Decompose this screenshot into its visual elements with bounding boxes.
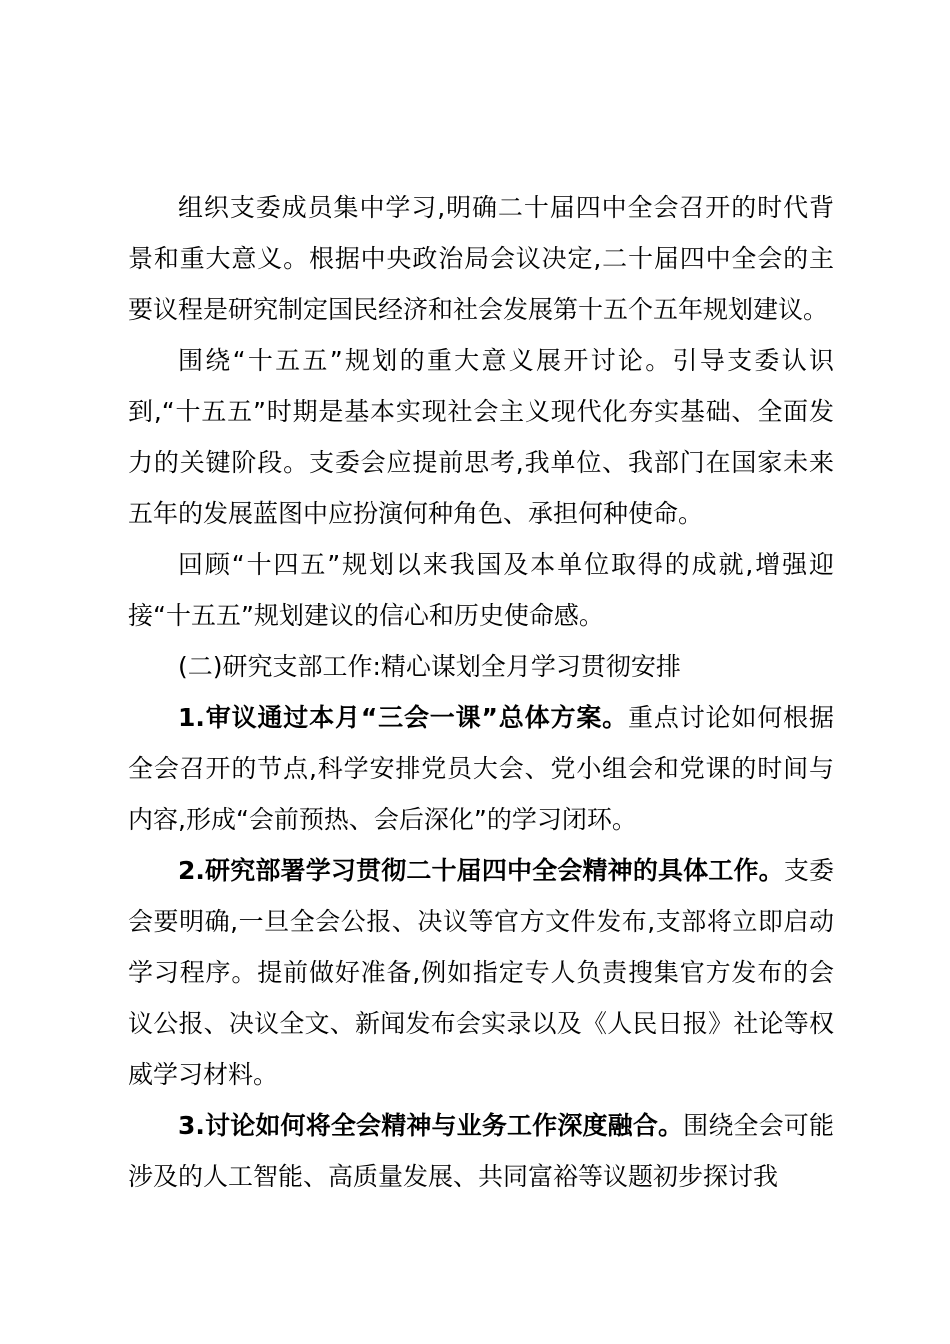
paragraph-item-2	[128, 845, 834, 1100]
item-3-text: 围绕全会可能涉及的人工智能、高质量发展、共同富裕等议题初步探讨我	[128, 1111, 834, 1191]
item-2-title: 2.研究部署学习贯彻二十届四中全会精神的具体工作。	[178, 856, 784, 885]
item-1-title: 1.审议通过本月“三会一课”总体方案。	[178, 703, 629, 732]
paragraph-text: 组织支委成员集中学习,明确二十届四中全会召开的时代背景和重大意义。根据中央政治局会议决定,二十届四中全会的主要议程是研究制定国民经济和社会发展第十五个五年规划建议。	[128, 193, 834, 324]
paragraph-text: 回顾“十四五”规划以来我国及本单位取得的成就,增强迎接“十五五”规划建议的信心和历史使命感。	[128, 550, 834, 630]
paragraph-item-3	[128, 1100, 834, 1202]
paragraph-text: 围绕“十五五”规划的重大意义展开讨论。引导支委认识到,“十五五”时期是基本实现社会主义现代化夯实基础、全面发力的关键阶段。支委会应提前思考,我单位、我部门在国家未来五年的发展蓝图中应扮演何种角色、承担何种使命。	[128, 346, 834, 528]
paragraph-item-1	[128, 692, 834, 845]
paragraph-study-background	[128, 182, 834, 335]
paragraph-review	[128, 539, 834, 641]
section-heading-text: (二)研究支部工作:精心谋划全月学习贯彻安排	[178, 652, 681, 681]
item-2-text: 支委会要明确,一旦全会公报、决议等官方文件发布,支部将立即启动学习程序。提前做好准备,例如指定专人负责搜集官方发布的会议公报、决议全文、新闻发布会实录以及《人民日报》社论等权威学习材料。	[128, 856, 834, 1089]
item-1-text: 重点讨论如何根据全会召开的节点,科学安排党员大会、党小组会和党课的时间与内容,形成“会前预热、会后深化”的学习闭环。	[128, 703, 834, 834]
item-3-title: 3.讨论如何将全会精神与业务工作深度融合。	[178, 1111, 684, 1140]
document-body	[128, 182, 834, 1202]
paragraph-discussion	[128, 335, 834, 539]
section-heading	[128, 641, 834, 692]
